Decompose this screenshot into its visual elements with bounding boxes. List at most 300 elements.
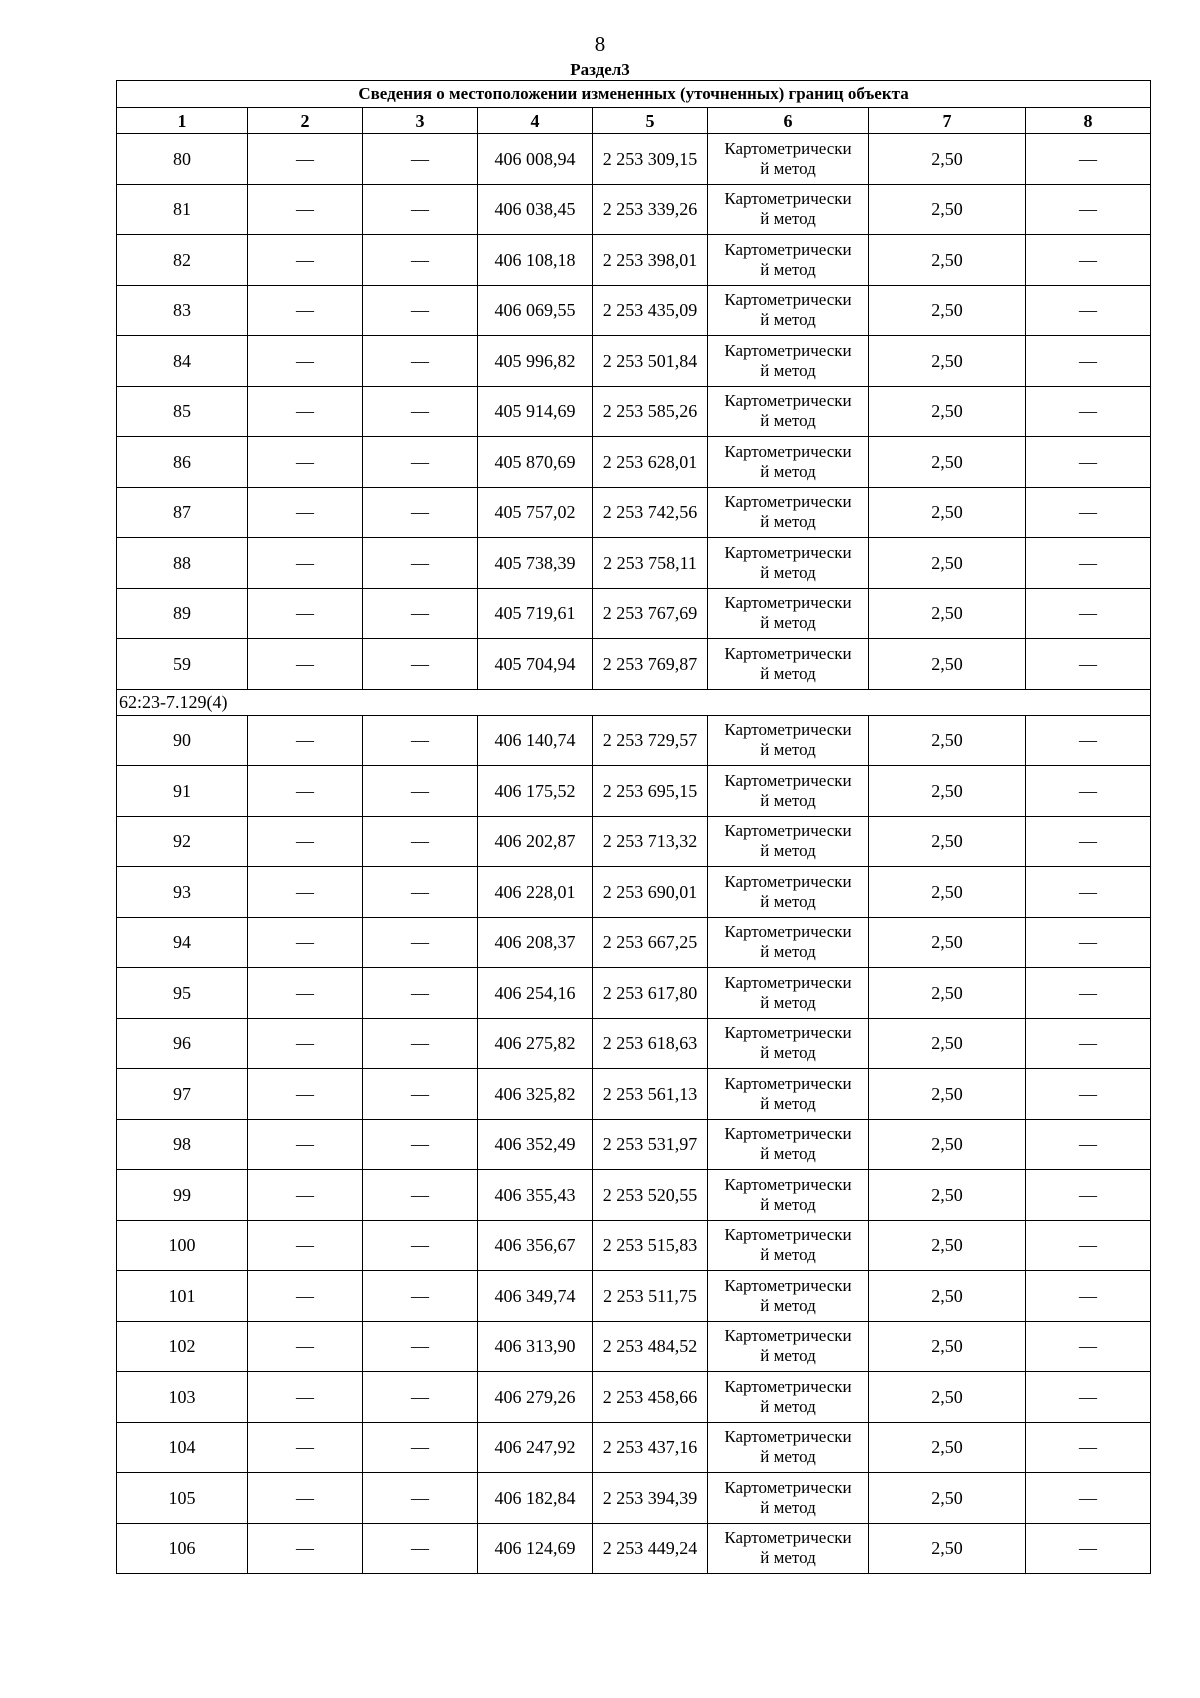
table-row — [117, 1119, 1151, 1170]
col3-dash-cell: — — [363, 968, 478, 1019]
accuracy-cell: 2,50 — [869, 437, 1026, 488]
accuracy-cell: 2,50 — [869, 1321, 1026, 1372]
col2-dash-cell: — — [248, 1372, 363, 1423]
group-header-row — [117, 689, 1151, 715]
method-cell — [708, 235, 869, 286]
col2-dash-cell: — — [248, 867, 363, 918]
column-number-row — [117, 108, 1151, 134]
method-line-2: й метод — [760, 209, 816, 229]
col8-dash-cell: — — [1026, 235, 1151, 286]
x-coordinate-cell: 406 349,74 — [478, 1271, 593, 1322]
col2-dash-cell: — — [248, 1271, 363, 1322]
col3-dash-cell: — — [363, 816, 478, 867]
col8-dash-cell: — — [1026, 968, 1151, 1019]
method-line-1: Картометрически — [724, 290, 852, 310]
y-coordinate-cell: 2 253 531,97 — [593, 1119, 708, 1170]
method-line-1: Картометрически — [724, 643, 852, 663]
col3-dash-cell: — — [363, 538, 478, 589]
column-number-4: 4 — [478, 108, 593, 134]
accuracy-cell: 2,50 — [869, 1271, 1026, 1322]
y-coordinate-cell: 2 253 729,57 — [593, 715, 708, 766]
method-cell — [708, 639, 869, 690]
column-number-8: 8 — [1026, 108, 1151, 134]
col3-dash-cell: — — [363, 285, 478, 336]
method-line-2: й метод — [760, 1346, 816, 1366]
y-coordinate-cell: 2 253 758,11 — [593, 538, 708, 589]
y-coordinate-cell: 2 253 769,87 — [593, 639, 708, 690]
col2-dash-cell: — — [248, 386, 363, 437]
table-row — [117, 184, 1151, 235]
table-row — [117, 487, 1151, 538]
method-line-1: Картометрически — [724, 492, 852, 512]
y-coordinate-cell: 2 253 398,01 — [593, 235, 708, 286]
y-coordinate-cell: 2 253 394,39 — [593, 1473, 708, 1524]
method-cell — [708, 1372, 869, 1423]
col2-dash-cell: — — [248, 336, 363, 387]
col3-dash-cell: — — [363, 386, 478, 437]
col2-dash-cell: — — [248, 1422, 363, 1473]
method-line-1: Картометрически — [724, 1326, 852, 1346]
col3-dash-cell: — — [363, 1523, 478, 1574]
method-line-2: й метод — [760, 891, 816, 911]
method-cell — [708, 1271, 869, 1322]
col8-dash-cell: — — [1026, 816, 1151, 867]
point-number-cell: 59 — [117, 639, 248, 690]
col3-dash-cell: — — [363, 235, 478, 286]
col2-dash-cell: — — [248, 588, 363, 639]
method-line-1: Картометрически — [724, 1124, 852, 1144]
method-line-1: Картометрически — [724, 720, 852, 740]
accuracy-cell: 2,50 — [869, 386, 1026, 437]
col8-dash-cell: — — [1026, 1170, 1151, 1221]
point-number-cell: 83 — [117, 285, 248, 336]
method-cell — [708, 386, 869, 437]
col3-dash-cell: — — [363, 1372, 478, 1423]
method-line-2: й метод — [760, 158, 816, 178]
point-number-cell: 89 — [117, 588, 248, 639]
col8-dash-cell: — — [1026, 1422, 1151, 1473]
point-number-cell: 92 — [117, 816, 248, 867]
col2-dash-cell: — — [248, 639, 363, 690]
table-row — [117, 968, 1151, 1019]
x-coordinate-cell: 406 352,49 — [478, 1119, 593, 1170]
method-cell — [708, 1473, 869, 1524]
col3-dash-cell: — — [363, 715, 478, 766]
col8-dash-cell: — — [1026, 487, 1151, 538]
x-coordinate-cell: 406 356,67 — [478, 1220, 593, 1271]
method-cell — [708, 715, 869, 766]
col2-dash-cell: — — [248, 1220, 363, 1271]
col3-dash-cell: — — [363, 1422, 478, 1473]
y-coordinate-cell: 2 253 449,24 — [593, 1523, 708, 1574]
accuracy-cell: 2,50 — [869, 134, 1026, 185]
point-number-cell: 93 — [117, 867, 248, 918]
method-line-2: й метод — [760, 512, 816, 532]
col8-dash-cell: — — [1026, 766, 1151, 817]
boundary-coordinates-table — [116, 80, 1151, 1574]
method-cell — [708, 487, 869, 538]
method-line-2: й метод — [760, 1144, 816, 1164]
y-coordinate-cell: 2 253 695,15 — [593, 766, 708, 817]
method-line-2: й метод — [760, 562, 816, 582]
y-coordinate-cell: 2 253 742,56 — [593, 487, 708, 538]
column-number-1: 1 — [117, 108, 248, 134]
col3-dash-cell: — — [363, 184, 478, 235]
x-coordinate-cell: 406 182,84 — [478, 1473, 593, 1524]
method-line-2: й метод — [760, 1295, 816, 1315]
table-row — [117, 1523, 1151, 1574]
table-row — [117, 917, 1151, 968]
y-coordinate-cell: 2 253 515,83 — [593, 1220, 708, 1271]
col8-dash-cell: — — [1026, 1069, 1151, 1120]
method-cell — [708, 917, 869, 968]
x-coordinate-cell: 406 355,43 — [478, 1170, 593, 1221]
x-coordinate-cell: 405 996,82 — [478, 336, 593, 387]
method-line-2: й метод — [760, 1093, 816, 1113]
table-row — [117, 766, 1151, 817]
method-line-1: Картометрически — [724, 1528, 852, 1548]
accuracy-cell: 2,50 — [869, 487, 1026, 538]
table-row — [117, 1422, 1151, 1473]
table-row — [117, 816, 1151, 867]
col8-dash-cell: — — [1026, 1473, 1151, 1524]
column-number-6: 6 — [708, 108, 869, 134]
method-line-2: й метод — [760, 310, 816, 330]
col8-dash-cell: — — [1026, 386, 1151, 437]
col8-dash-cell: — — [1026, 538, 1151, 589]
method-line-1: Картометрически — [724, 189, 852, 209]
method-cell — [708, 766, 869, 817]
accuracy-cell: 2,50 — [869, 336, 1026, 387]
col8-dash-cell: — — [1026, 1523, 1151, 1574]
x-coordinate-cell: 405 738,39 — [478, 538, 593, 589]
accuracy-cell: 2,50 — [869, 1473, 1026, 1524]
method-line-1: Картометрически — [724, 1477, 852, 1497]
point-number-cell: 95 — [117, 968, 248, 1019]
point-number-cell: 105 — [117, 1473, 248, 1524]
method-line-1: Картометрически — [724, 871, 852, 891]
col3-dash-cell: — — [363, 867, 478, 918]
y-coordinate-cell: 2 253 309,15 — [593, 134, 708, 185]
x-coordinate-cell: 406 008,94 — [478, 134, 593, 185]
method-cell — [708, 184, 869, 235]
col8-dash-cell: — — [1026, 1271, 1151, 1322]
method-cell — [708, 1119, 869, 1170]
point-number-cell: 80 — [117, 134, 248, 185]
col2-dash-cell: — — [248, 235, 363, 286]
x-coordinate-cell: 406 247,92 — [478, 1422, 593, 1473]
column-number-5: 5 — [593, 108, 708, 134]
x-coordinate-cell: 406 202,87 — [478, 816, 593, 867]
method-cell — [708, 1170, 869, 1221]
y-coordinate-cell: 2 253 690,01 — [593, 867, 708, 918]
y-coordinate-cell: 2 253 628,01 — [593, 437, 708, 488]
method-line-2: й метод — [760, 992, 816, 1012]
method-line-1: Картометрически — [724, 972, 852, 992]
point-number-cell: 102 — [117, 1321, 248, 1372]
x-coordinate-cell: 406 038,45 — [478, 184, 593, 235]
col2-dash-cell: — — [248, 538, 363, 589]
col2-dash-cell: — — [248, 437, 363, 488]
col2-dash-cell: — — [248, 134, 363, 185]
y-coordinate-cell: 2 253 618,63 — [593, 1018, 708, 1069]
method-line-2: й метод — [760, 1447, 816, 1467]
col2-dash-cell: — — [248, 715, 363, 766]
table-row — [117, 1321, 1151, 1372]
x-coordinate-cell: 406 124,69 — [478, 1523, 593, 1574]
point-number-cell: 99 — [117, 1170, 248, 1221]
accuracy-cell: 2,50 — [869, 1170, 1026, 1221]
col2-dash-cell: — — [248, 1069, 363, 1120]
point-number-cell: 88 — [117, 538, 248, 589]
method-line-2: й метод — [760, 1194, 816, 1214]
accuracy-cell: 2,50 — [869, 766, 1026, 817]
method-line-1: Картометрически — [724, 1225, 852, 1245]
col3-dash-cell: — — [363, 336, 478, 387]
point-number-cell: 106 — [117, 1523, 248, 1574]
accuracy-cell: 2,50 — [869, 285, 1026, 336]
table-row — [117, 1170, 1151, 1221]
col2-dash-cell: — — [248, 917, 363, 968]
y-coordinate-cell: 2 253 437,16 — [593, 1422, 708, 1473]
table-row — [117, 588, 1151, 639]
col8-dash-cell: — — [1026, 184, 1151, 235]
method-line-2: й метод — [760, 259, 816, 279]
method-cell — [708, 1069, 869, 1120]
col3-dash-cell: — — [363, 1119, 478, 1170]
accuracy-cell: 2,50 — [869, 968, 1026, 1019]
accuracy-cell: 2,50 — [869, 1069, 1026, 1120]
col2-dash-cell: — — [248, 285, 363, 336]
y-coordinate-cell: 2 253 561,13 — [593, 1069, 708, 1120]
method-line-2: й метод — [760, 1548, 816, 1568]
table-row — [117, 1069, 1151, 1120]
table-row — [117, 867, 1151, 918]
table-row — [117, 235, 1151, 286]
accuracy-cell: 2,50 — [869, 1220, 1026, 1271]
method-cell — [708, 1321, 869, 1372]
table-row — [117, 285, 1151, 336]
col3-dash-cell: — — [363, 1220, 478, 1271]
y-coordinate-cell: 2 253 617,80 — [593, 968, 708, 1019]
col3-dash-cell: — — [363, 917, 478, 968]
col2-dash-cell: — — [248, 816, 363, 867]
page-number: 8 — [594, 32, 606, 56]
col8-dash-cell: — — [1026, 639, 1151, 690]
col3-dash-cell: — — [363, 766, 478, 817]
accuracy-cell: 2,50 — [869, 867, 1026, 918]
method-cell — [708, 437, 869, 488]
x-coordinate-cell: 406 313,90 — [478, 1321, 593, 1372]
table-row — [117, 437, 1151, 488]
col8-dash-cell: — — [1026, 1372, 1151, 1423]
col3-dash-cell: — — [363, 1321, 478, 1372]
accuracy-cell: 2,50 — [869, 715, 1026, 766]
col3-dash-cell: — — [363, 1018, 478, 1069]
table-row — [117, 1372, 1151, 1423]
col2-dash-cell: — — [248, 487, 363, 538]
method-cell — [708, 538, 869, 589]
y-coordinate-cell: 2 253 484,52 — [593, 1321, 708, 1372]
col2-dash-cell: — — [248, 1473, 363, 1524]
method-line-1: Картометрически — [724, 1023, 852, 1043]
method-line-1: Картометрически — [724, 542, 852, 562]
section-title: Раздел3 — [570, 60, 630, 79]
accuracy-cell: 2,50 — [869, 816, 1026, 867]
method-cell — [708, 968, 869, 1019]
col3-dash-cell: — — [363, 437, 478, 488]
point-number-cell: 84 — [117, 336, 248, 387]
method-line-2: й метод — [760, 613, 816, 633]
col3-dash-cell: — — [363, 134, 478, 185]
method-line-1: Картометрически — [724, 340, 852, 360]
point-number-cell: 90 — [117, 715, 248, 766]
y-coordinate-cell: 2 253 585,26 — [593, 386, 708, 437]
y-coordinate-cell: 2 253 501,84 — [593, 336, 708, 387]
col8-dash-cell: — — [1026, 867, 1151, 918]
method-line-1: Картометрически — [724, 1376, 852, 1396]
column-number-3: 3 — [363, 108, 478, 134]
accuracy-cell: 2,50 — [869, 588, 1026, 639]
method-line-2: й метод — [760, 790, 816, 810]
x-coordinate-cell: 405 719,61 — [478, 588, 593, 639]
table-row — [117, 1220, 1151, 1271]
x-coordinate-cell: 406 254,16 — [478, 968, 593, 1019]
accuracy-cell: 2,50 — [869, 639, 1026, 690]
y-coordinate-cell: 2 253 767,69 — [593, 588, 708, 639]
method-cell — [708, 1018, 869, 1069]
y-coordinate-cell: 2 253 713,32 — [593, 816, 708, 867]
accuracy-cell: 2,50 — [869, 917, 1026, 968]
method-line-2: й метод — [760, 1043, 816, 1063]
point-number-cell: 86 — [117, 437, 248, 488]
method-line-1: Картометрически — [724, 1275, 852, 1295]
accuracy-cell: 2,50 — [869, 184, 1026, 235]
x-coordinate-cell: 405 914,69 — [478, 386, 593, 437]
col3-dash-cell: — — [363, 1473, 478, 1524]
x-coordinate-cell: 406 228,01 — [478, 867, 593, 918]
method-line-2: й метод — [760, 1497, 816, 1517]
x-coordinate-cell: 406 325,82 — [478, 1069, 593, 1120]
point-number-cell: 94 — [117, 917, 248, 968]
point-number-cell: 91 — [117, 766, 248, 817]
table-row — [117, 538, 1151, 589]
method-line-1: Картометрически — [724, 922, 852, 942]
accuracy-cell: 2,50 — [869, 1523, 1026, 1574]
method-line-1: Картометрически — [724, 1174, 852, 1194]
method-line-2: й метод — [760, 1396, 816, 1416]
col8-dash-cell: — — [1026, 917, 1151, 968]
col2-dash-cell: — — [248, 766, 363, 817]
method-cell — [708, 588, 869, 639]
y-coordinate-cell: 2 253 435,09 — [593, 285, 708, 336]
x-coordinate-cell: 406 275,82 — [478, 1018, 593, 1069]
col8-dash-cell: — — [1026, 437, 1151, 488]
accuracy-cell: 2,50 — [869, 538, 1026, 589]
point-number-cell: 97 — [117, 1069, 248, 1120]
method-line-2: й метод — [760, 841, 816, 861]
y-coordinate-cell: 2 253 667,25 — [593, 917, 708, 968]
method-cell — [708, 1523, 869, 1574]
table-row — [117, 1018, 1151, 1069]
x-coordinate-cell: 406 069,55 — [478, 285, 593, 336]
point-number-cell: 85 — [117, 386, 248, 437]
x-coordinate-cell: 405 870,69 — [478, 437, 593, 488]
method-cell — [708, 134, 869, 185]
column-number-2: 2 — [248, 108, 363, 134]
y-coordinate-cell: 2 253 511,75 — [593, 1271, 708, 1322]
col2-dash-cell: — — [248, 968, 363, 1019]
col2-dash-cell: — — [248, 1018, 363, 1069]
point-number-cell: 96 — [117, 1018, 248, 1069]
method-line-1: Картометрически — [724, 441, 852, 461]
x-coordinate-cell: 406 208,37 — [478, 917, 593, 968]
method-line-1: Картометрически — [724, 1427, 852, 1447]
col2-dash-cell: — — [248, 1523, 363, 1574]
col8-dash-cell: — — [1026, 1119, 1151, 1170]
point-number-cell: 98 — [117, 1119, 248, 1170]
table-body — [117, 134, 1151, 1574]
x-coordinate-cell: 406 175,52 — [478, 766, 593, 817]
method-line-2: й метод — [760, 1245, 816, 1265]
method-cell — [708, 285, 869, 336]
col3-dash-cell: — — [363, 1170, 478, 1221]
accuracy-cell: 2,50 — [869, 1119, 1026, 1170]
method-line-2: й метод — [760, 740, 816, 760]
method-line-1: Картометрически — [724, 1073, 852, 1093]
point-number-cell: 100 — [117, 1220, 248, 1271]
method-line-1: Картометрически — [724, 239, 852, 259]
col8-dash-cell: — — [1026, 1220, 1151, 1271]
table-row — [117, 336, 1151, 387]
col8-dash-cell: — — [1026, 715, 1151, 766]
method-line-2: й метод — [760, 663, 816, 683]
x-coordinate-cell: 405 757,02 — [478, 487, 593, 538]
col2-dash-cell: — — [248, 1321, 363, 1372]
col3-dash-cell: — — [363, 588, 478, 639]
point-number-cell: 103 — [117, 1372, 248, 1423]
y-coordinate-cell: 2 253 339,26 — [593, 184, 708, 235]
table-row — [117, 1271, 1151, 1322]
point-number-cell: 104 — [117, 1422, 248, 1473]
point-number-cell: 87 — [117, 487, 248, 538]
method-cell — [708, 816, 869, 867]
method-line-1: Картометрически — [724, 770, 852, 790]
col2-dash-cell: — — [248, 1170, 363, 1221]
table-row — [117, 715, 1151, 766]
col3-dash-cell: — — [363, 487, 478, 538]
col3-dash-cell: — — [363, 639, 478, 690]
method-line-2: й метод — [760, 411, 816, 431]
method-line-2: й метод — [760, 461, 816, 481]
accuracy-cell: 2,50 — [869, 1372, 1026, 1423]
method-cell — [708, 867, 869, 918]
point-number-cell: 82 — [117, 235, 248, 286]
col8-dash-cell: — — [1026, 1018, 1151, 1069]
col8-dash-cell: — — [1026, 1321, 1151, 1372]
x-coordinate-cell: 406 140,74 — [478, 715, 593, 766]
accuracy-cell: 2,50 — [869, 1422, 1026, 1473]
method-cell — [708, 336, 869, 387]
col8-dash-cell: — — [1026, 336, 1151, 387]
x-coordinate-cell: 406 279,26 — [478, 1372, 593, 1423]
col8-dash-cell: — — [1026, 134, 1151, 185]
accuracy-cell: 2,50 — [869, 235, 1026, 286]
point-number-cell: 81 — [117, 184, 248, 235]
point-number-cell: 101 — [117, 1271, 248, 1322]
method-line-1: Картометрически — [724, 593, 852, 613]
table-row — [117, 386, 1151, 437]
